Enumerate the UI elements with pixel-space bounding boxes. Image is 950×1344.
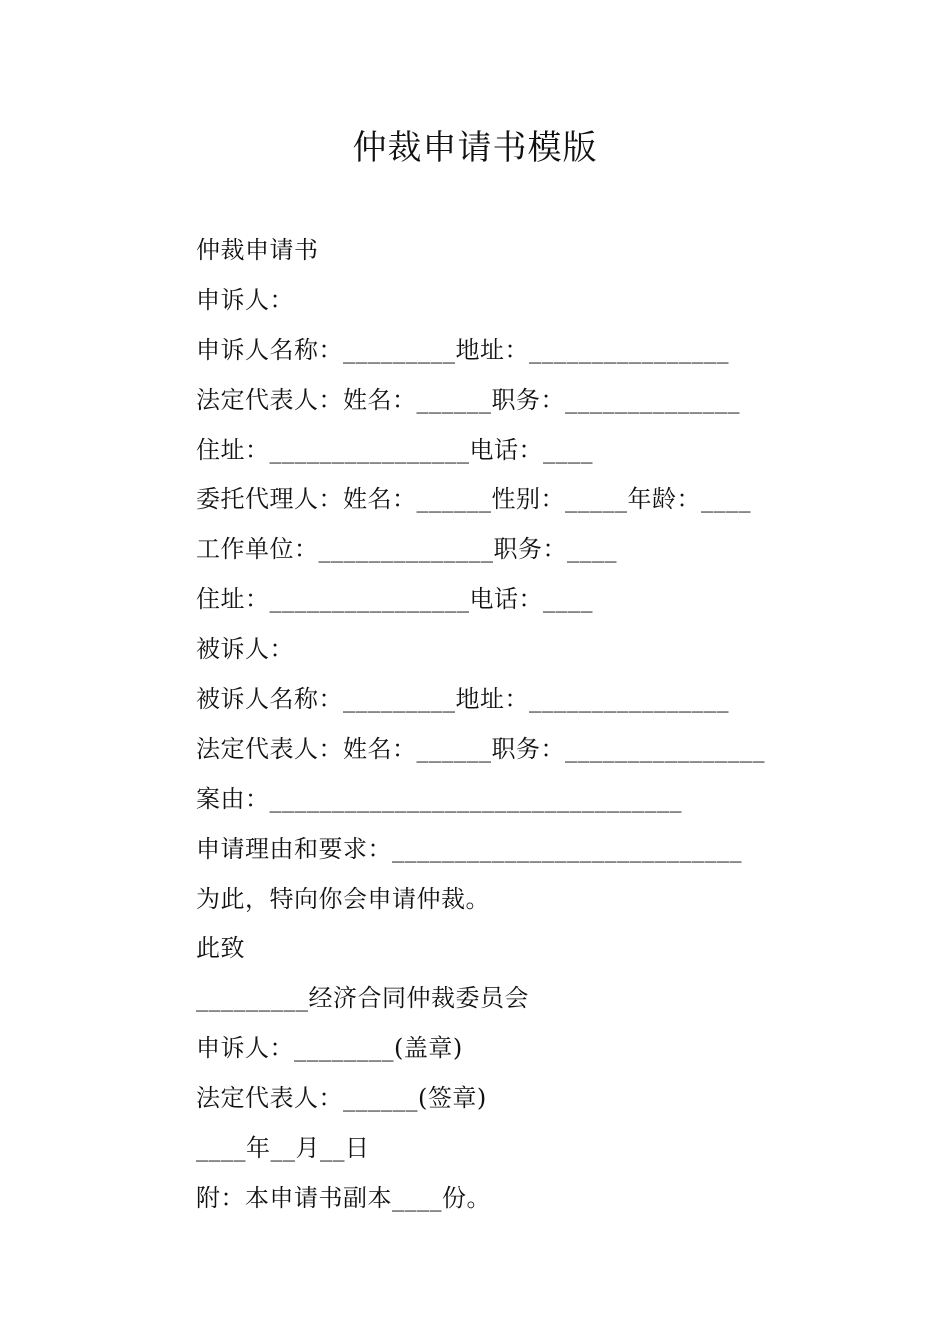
respondent-name-address-line: 被诉人名称：_________地址：________________ xyxy=(196,685,729,714)
document-body xyxy=(196,226,836,1224)
committee-line: _________经济合同仲裁委员会 xyxy=(196,984,529,1013)
respondent-legal-rep-line: 法定代表人：姓名：______职务：________________ xyxy=(196,734,765,763)
claimant-label: 申诉人： xyxy=(196,285,294,314)
salutation: 此致 xyxy=(196,934,245,963)
respondent-label: 被诉人： xyxy=(196,635,294,664)
copies-note: 附：本申请书副本____份。 xyxy=(196,1183,491,1212)
claimant-name-address-line: 申诉人名称：_________地址：________________ xyxy=(196,335,729,364)
claimant-seal-line: 申诉人：________(盖章) xyxy=(196,1034,463,1063)
heading-line: 仲裁申请书 xyxy=(196,236,319,264)
claims-line: 申请理由和要求：____________________________ xyxy=(196,834,742,863)
document-title: 仲裁申请书模版 xyxy=(352,128,598,168)
legal-rep-signature-line: 法定代表人：______(签章) xyxy=(196,1084,487,1113)
agent-address-phone-line: 住址：________________电话：____ xyxy=(196,585,593,614)
case-cause-line: 案由：_________________________________ xyxy=(196,784,682,813)
request-statement: 为此，特向你会申请仲裁。 xyxy=(196,884,490,913)
claimant-address-phone-line: 住址：________________电话：____ xyxy=(196,435,593,464)
agent-workplace-line: 工作单位：______________职务：____ xyxy=(196,535,617,564)
claimant-legal-rep-line: 法定代表人：姓名：______职务：______________ xyxy=(196,385,740,414)
date-line: ____年__月__日 xyxy=(196,1134,370,1163)
agent-info-line: 委托代理人：姓名：______性别：_____年龄：____ xyxy=(196,485,751,514)
